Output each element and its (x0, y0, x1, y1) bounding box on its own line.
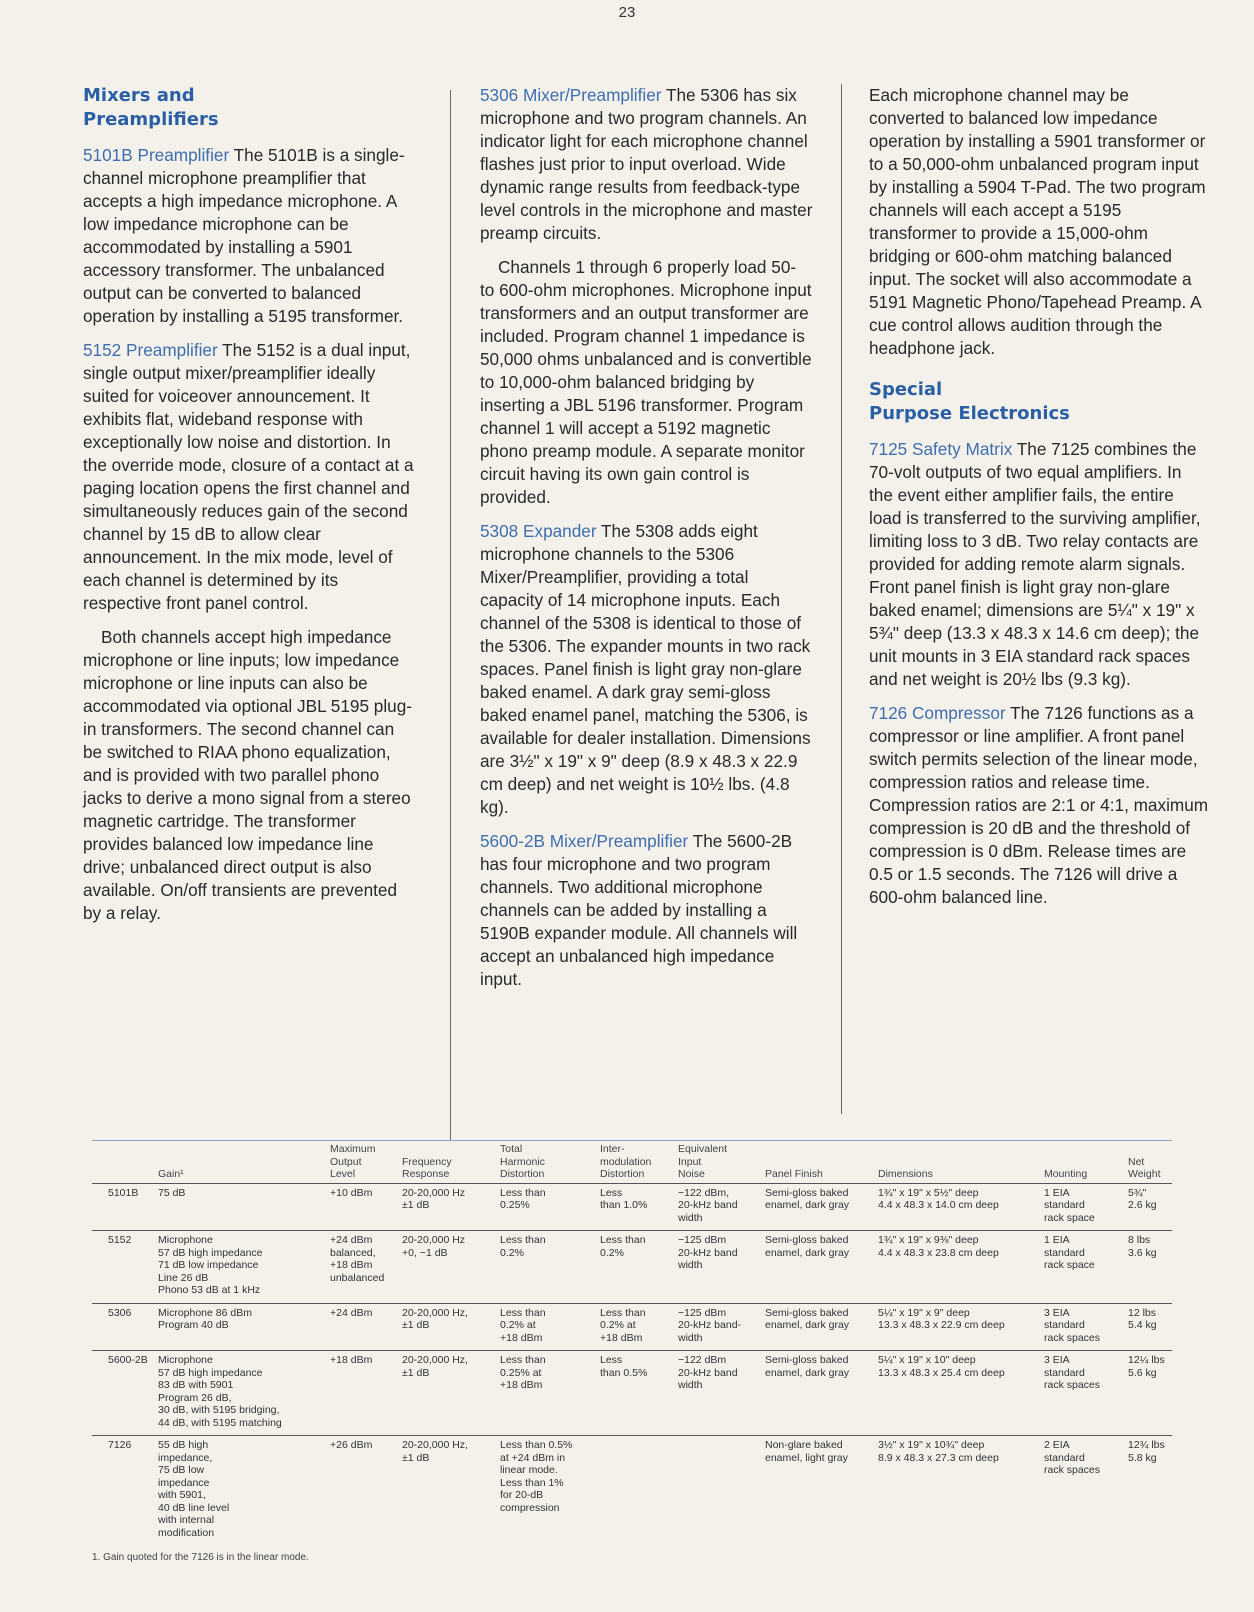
table-cell: 2 EIA standard rack spaces (1044, 1439, 1101, 1476)
table-cell: 5¼" x 19" x 9" deep 13.3 x 48.3 x 22.9 cm deep (878, 1303, 1044, 1351)
table-cell: 20-20,000 Hz, ±1 dB (402, 1351, 500, 1436)
model-cell: 5600-2B (92, 1351, 158, 1436)
column-divider-right (841, 84, 842, 1114)
table-cell: 5¼" x 19" x 10" deep 13.3 x 48.3 x 25.4 cm deep (878, 1351, 1044, 1436)
table-cell: 1¾" x 19" x 5½" deep 4.4 x 48.3 x 14.0 cm deep (878, 1183, 1044, 1231)
table-cell: Less than 0.2% (500, 1231, 600, 1304)
column-header: Frequency Response (402, 1141, 500, 1184)
product-name-5600-2b: 5600-2B Mixer/Preamplifier (480, 831, 689, 851)
column-header: Gain¹ (158, 1141, 330, 1184)
table-cell: Less than 0.25% (500, 1183, 600, 1231)
product-name-7126: 7126 Compressor (869, 703, 1006, 723)
table-row (92, 1351, 1172, 1436)
model-cell: 5306 (92, 1303, 158, 1351)
table-cell (678, 1436, 765, 1546)
table-cell: Less than 0.25% at +18 dBm (500, 1351, 600, 1436)
column-header: Dimensions (878, 1141, 1044, 1184)
paragraph-7126 (869, 702, 1209, 909)
paragraph-5152 (83, 339, 416, 615)
table-body (92, 1183, 1172, 1545)
table-cell: Microphone 57 dB high impedance 83 dB with 5901 Program 26 dB, 30 dB, with 5195 bridging, 44 dB, with 5195 matching (158, 1351, 330, 1436)
table-cell: +24 dBm balanced, +18 dBm unbalanced (330, 1231, 402, 1304)
table-cell: 1 EIA standard rack space (1044, 1183, 1128, 1231)
table-cell: −125 dBm 20-kHz band width (678, 1231, 765, 1304)
table-row (92, 1231, 1172, 1304)
column-header: Net Weight (1128, 1141, 1172, 1184)
column-middle (480, 84, 813, 1002)
table-cell: 3 EIA standard rack spaces (1044, 1351, 1128, 1436)
table-cell: Microphone 57 dB high impedance 71 dB low impedance Line 26 dB Phono 53 dB at 1 kHz (158, 1231, 330, 1304)
paragraph-text: The 7126 functions as a compressor or line amplifier. A front panel switch permits selection of the linear mode, compression ratios and release time. Compression ratios are 2:1 or 4:1, maximum compression is 20 dB and the threshold of compression is 0 dBm. Release times are 0.5 or 1.5 seconds. The 7126 will drive a 600-ohm balanced line. (869, 703, 1209, 907)
table-cell: Less than 0.5% (600, 1351, 678, 1436)
table-cell: 12¾ lbs 5.8 kg (1128, 1439, 1165, 1464)
paragraph-text: The 5308 adds eight microphone channels to the 5306 Mixer/Preamplifier, providing a total capacity of 14 microphone inputs. Each channel of the 5308 is identical to those of the 5306. The expander mounts in two rack spaces. Panel finish is light gray non-glare baked enamel. A dark gray semi-gloss baked enamel panel, matching the 5306, is available for dealer installation. Dimensions are 3½" x 19" x 9" deep (8.9 x 48.3 x 22.9 cm deep) and net weight is 10½ lbs. (4.8 kg). (480, 521, 811, 817)
table-cell: +18 dBm (330, 1351, 402, 1436)
table-cell: 20-20,000 Hz, ±1 dB (402, 1303, 500, 1351)
column-header: Inter- modulation Distortion (600, 1141, 678, 1184)
product-name-5308: 5308 Expander (480, 521, 597, 541)
model-cell: 5152 (92, 1231, 158, 1304)
paragraph-text: The 5101B is a single-channel microphone preamplifier that accepts a high impedance microphone. A low impedance microphone can be accommodated by installing a 5901 accessory transformer. The unbalanced output can be converted to balanced operation by installing a 5195 transformer. (83, 145, 405, 326)
section-heading-mixers: Mixers and Preamplifiers (83, 85, 219, 130)
table-row (92, 1303, 1172, 1351)
table-row (92, 1436, 1172, 1546)
table-cell: 75 dB (158, 1183, 330, 1231)
column-header: Panel Finish (765, 1141, 878, 1184)
specifications-table (92, 1140, 1172, 1545)
product-name-5152: 5152 Preamplifier (83, 340, 218, 360)
table-cell: Semi-gloss baked enamel, dark gray (765, 1231, 878, 1304)
column-header: Mounting (1044, 1141, 1128, 1184)
table-cell: Semi-gloss baked enamel, dark gray (765, 1303, 878, 1351)
column-divider-left (450, 90, 451, 1140)
table-cell: +24 dBm (330, 1303, 402, 1351)
product-name-7125: 7125 Safety Matrix (869, 439, 1013, 459)
column-header (92, 1141, 158, 1184)
column-right (869, 84, 1209, 920)
table-cell: Less than 1.0% (600, 1183, 678, 1231)
column-header: Maximum Output Level (330, 1141, 402, 1184)
table-cell: 12¼ lbs 5.6 kg (1128, 1351, 1172, 1436)
product-name-5306: 5306 Mixer/Preamplifier (480, 85, 662, 105)
paragraph-5600-2b (480, 830, 813, 991)
table-row (92, 1183, 1172, 1231)
table-cell: Microphone 86 dBm Program 40 dB (158, 1303, 330, 1351)
table-header-row (92, 1141, 1172, 1184)
table-footnote: 1. Gain quoted for the 7126 is in the linear mode. (92, 1552, 309, 1563)
column-left (83, 84, 416, 936)
model-cell: 7126 (108, 1439, 132, 1451)
table-cell (600, 1436, 678, 1546)
paragraph-5101b (83, 144, 416, 328)
paragraph-text: The 7125 combines the 70-volt outputs of two equal amplifiers. In the event either amplifier fails, the entire load is transferred to the surviving amplifier, limiting loss to 3 dB. Two relay contacts are provided for adding remote alarm signals. Front panel finish is light gray non-glare baked enamel; dimensions are 5¼" x 19" x 5¾" deep (13.3 x 48.3 x 14.6 cm deep); the unit mounts in 3 EIA standard rack spaces and net weight is 20½ lbs (9.3 kg). (869, 439, 1201, 689)
table-cell: 20-20,000 Hz ±1 dB (402, 1183, 500, 1231)
table-cell: Non-glare baked enamel, light gray (765, 1439, 848, 1464)
section-heading-special: Special Purpose Electronics (869, 379, 1070, 424)
table-cell: 8 lbs 3.6 kg (1128, 1231, 1172, 1304)
column-header: Equivalent Input Noise (678, 1141, 765, 1184)
paragraph-5306 (480, 84, 813, 245)
product-name-5101b: 5101B Preamplifier (83, 145, 230, 165)
table-cell: Semi-gloss baked enamel, dark gray (765, 1351, 878, 1436)
table-cell: Semi-gloss baked enamel, dark gray (765, 1183, 878, 1231)
model-cell: 5101B (92, 1183, 158, 1231)
table-cell: Less than 0.2% at +18 dBm (500, 1303, 600, 1351)
paragraph-text: The 5600-2B has four microphone and two program channels. Two additional microphone channels can be added by installing a 5190B expander module. All channels will accept an unbalanced high impedance input. (480, 831, 798, 989)
table-cell: 3 EIA standard rack spaces (1044, 1303, 1128, 1351)
table-cell: 12 lbs 5.4 kg (1128, 1303, 1172, 1351)
table-cell: −122 dBm, 20-kHz band width (678, 1183, 765, 1231)
table-cell: Less than 0.5% at +24 dBm in linear mode. Less than 1% for 20-dB compression (500, 1439, 573, 1514)
table-cell: −125 dBm 20-kHz band- width (678, 1303, 765, 1351)
table-cell: 55 dB high impedance, 75 dB low impedance with 5901, 40 dB line level with internal modification (158, 1439, 230, 1539)
table-cell: 20-20,000 Hz +0, −1 dB (402, 1231, 500, 1304)
table-cell: 3½" x 19" x 10¾" deep 8.9 x 48.3 x 27.3 cm deep (878, 1439, 999, 1464)
paragraph-7125 (869, 438, 1209, 691)
paragraph-text: The 5306 has six microphone and two program channels. An indicator light for each microphone channel flashes just prior to input overload. Wide dynamic range results from feedback-type level controls in the microphone and master preamp circuits. (480, 85, 813, 243)
table-cell: 1 EIA standard rack space (1044, 1231, 1128, 1304)
table-cell: Less than 0.2% at +18 dBm (600, 1303, 678, 1351)
table-cell: −122 dBm 20-kHz band width (678, 1351, 765, 1436)
paragraph-5600-2b-continued: Each microphone channel may be converted to balanced low impedance operation by installing a 5901 transformer or to a 50,000-ohm unbalanced program input by installing a 5904 T-Pad. The two program channels will each accept a 5195 transformer to provide a 15,000-ohm bridging or 600-ohm matching balanced input. The socket will also accommodate a 5191 Magnetic Phono/Tapehead Preamp. A cue control allows audition through the headphone jack. (869, 85, 1206, 358)
table-cell: 20-20,000 Hz, ±1 dB (402, 1439, 468, 1464)
table-cell: Less than 0.2% (600, 1231, 678, 1304)
paragraph-5152-continued: Both channels accept high impedance microphone or line inputs; low impedance microphone or line inputs can also be accommodated via optional JBL 5195 plug-in transformers. The second channel can be switched to RIAA phono equalization, and is provided with two parallel phono jacks to derive a mono signal from a stereo magnetic cartridge. The transformer provides balanced low impedance line drive; unbalanced direct output is also available. On/off transients are prevented by a relay. (83, 627, 412, 923)
paragraph-5308 (480, 520, 813, 819)
column-header: Total Harmonic Distortion (500, 1141, 600, 1184)
page-number: 23 (618, 4, 636, 21)
paragraph-5306-continued: Channels 1 through 6 properly load 50- to 600-ohm microphones. Microphone input transformers and an output transformer are included. Program channel 1 impedance is 50,000 ohms unbalanced and is convertible to 10,000-ohm balanced bridging by inserting a JBL 5196 transformer. Program channel 1 will accept a 5192 magnetic phono preamp module. A separate monitor circuit having its own gain control is provided. (480, 257, 812, 507)
paragraph-text: The 5152 is a dual input, single output mixer/preamplifier ideally suited for voiceover announcement. It exhibits flat, wideband response with exceptionally low noise and distortion. In the override mode, closure of a contact at a paging location opens the first channel and simultaneously reduces gain of the second channel by 15 dB to allow clear announcement. In the mix mode, level of each channel is determined by its respective front panel control. (83, 340, 414, 613)
table-cell: 5¾" 2.6 kg (1128, 1183, 1172, 1231)
table-cell: +26 dBm (330, 1439, 373, 1451)
table-cell: 1¾" x 19" x 9⅜" deep 4.4 x 48.3 x 23.8 cm deep (878, 1231, 1044, 1304)
table-cell: +10 dBm (330, 1183, 402, 1231)
